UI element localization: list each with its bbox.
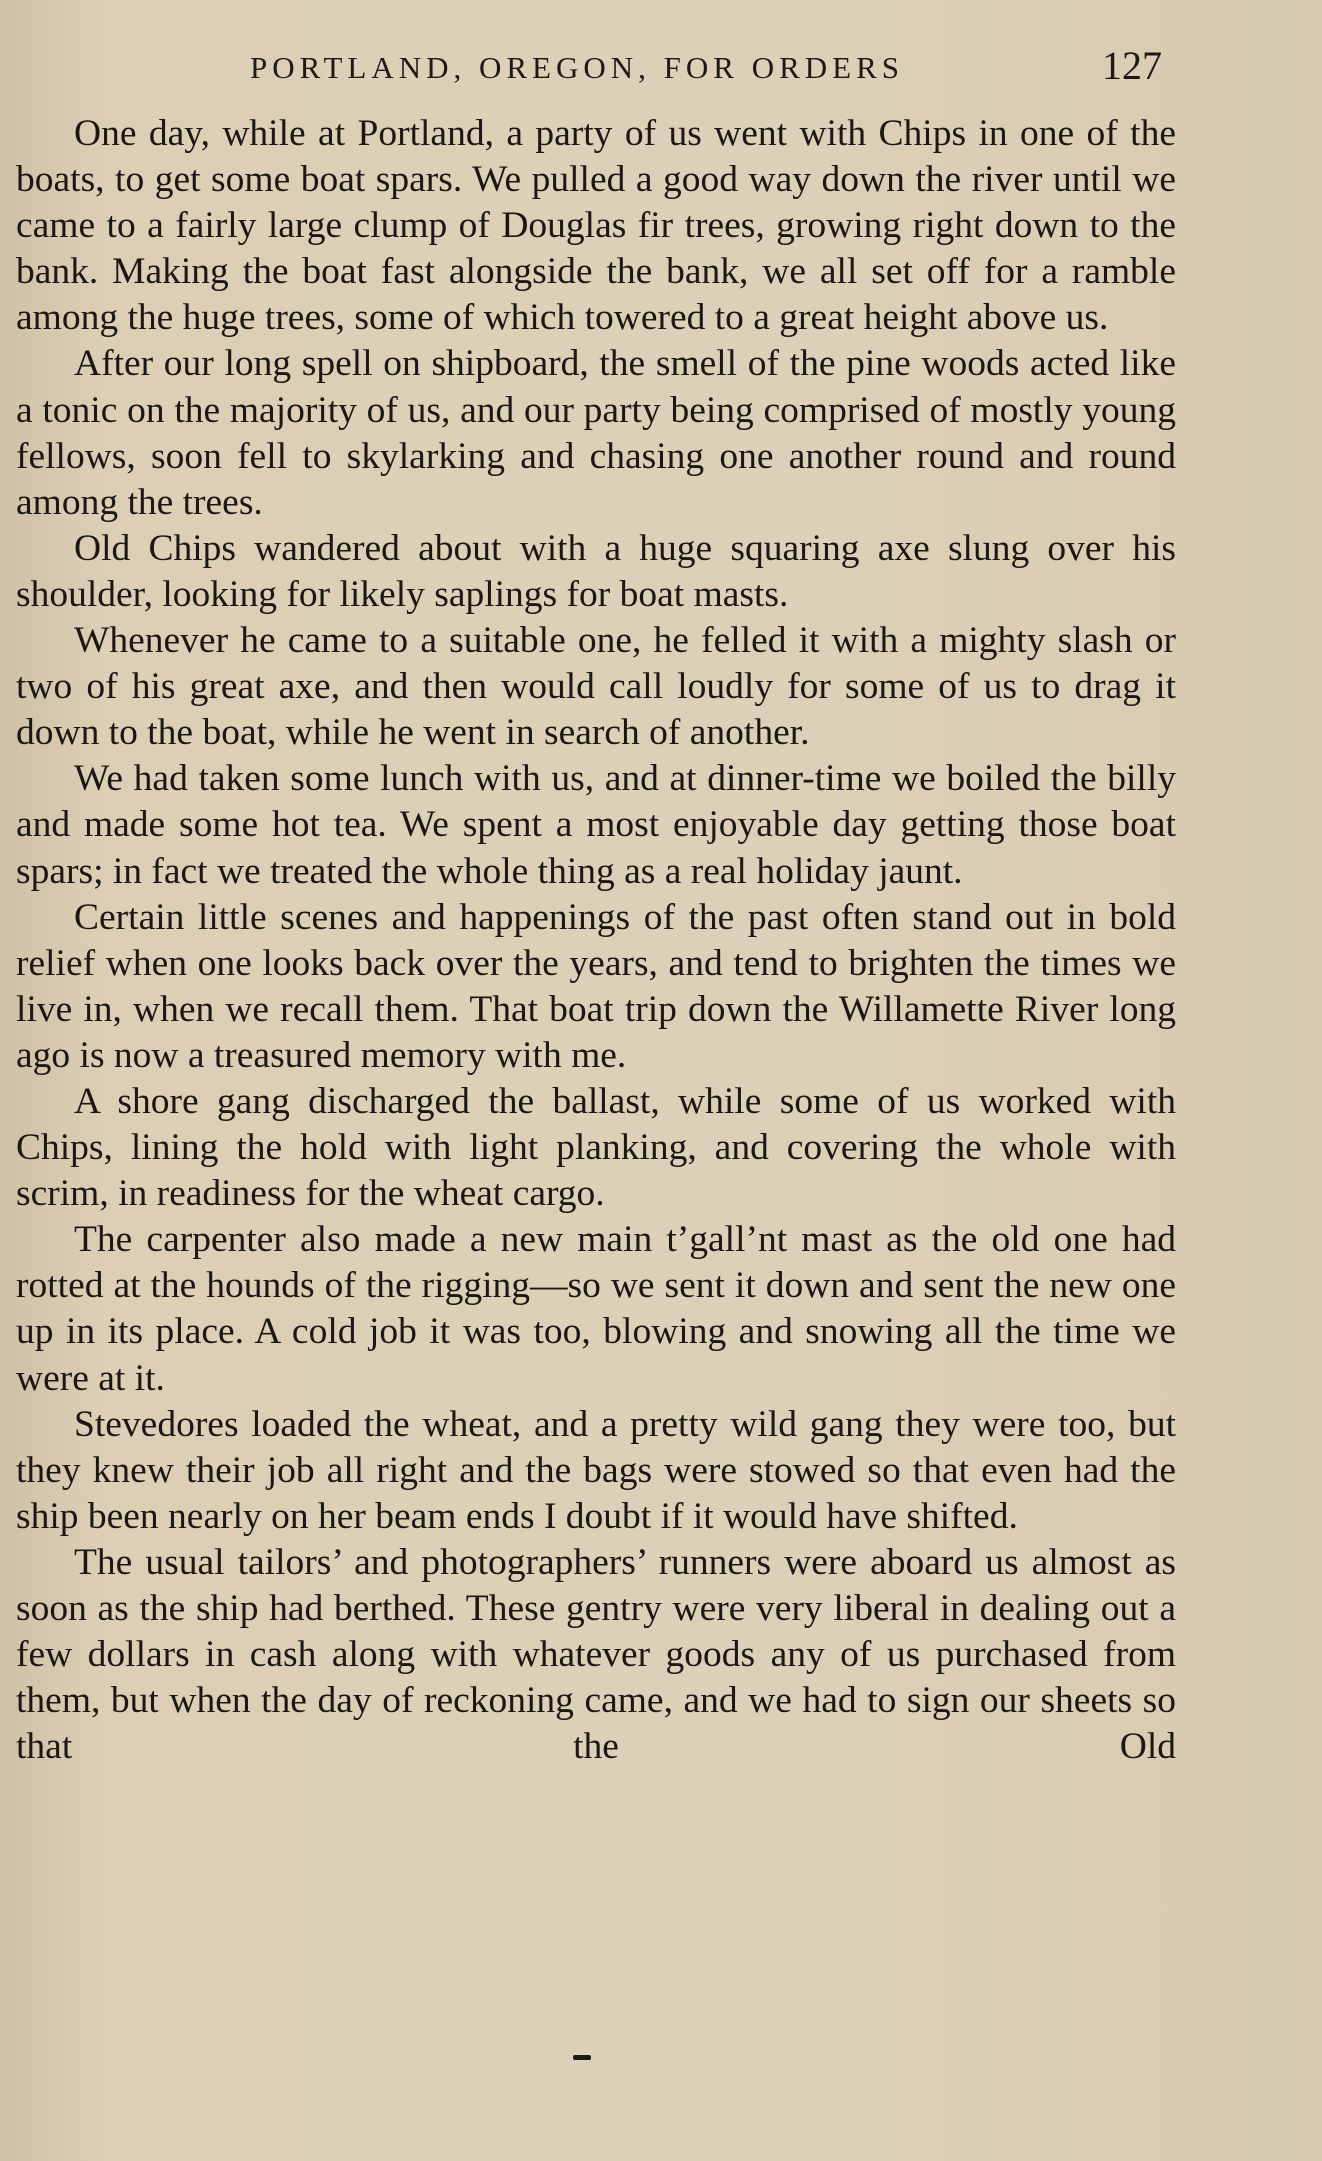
page-number: 127 [1102,43,1162,88]
paragraph: We had taken some lunch with us, and at dinner-time we boiled the billy and made some hot tea. We spent a most enjoyable day getting those boat spars; in fact we treated the whole thing as a real holiday jaunt. [16,758,1176,892]
paragraph: Whenever he came to a suitable one, he felled it with a mighty slash or two of his great axe, and then would call loudly for some of us to drag it down to the boat, while he went in search of another. [16,620,1176,754]
paragraph: The carpenter also made a new main t’gall’nt mast as the old one had rotted at the hounds of the rigging—so we sent it down and sent the new one up in its place. A cold job it was too, blowing and snowing all the time we were at it. [16,1219,1176,1399]
paragraph: A shore gang discharged the ballast, while some of us worked with Chips, lining the hold with light planking, and covering the whole with scrim, in readiness for the wheat cargo. [16,1080,1176,1215]
paragraph: Certain little scenes and happenings of the past often stand out in bold relief when one looks back over the years, and tend to brighten the times we live in, when we recall them. That boat trip down the Willamette River long ago is now a treasured memory with me. [16,896,1176,1076]
paragraph: One day, while at Portland, a party of us went with Chips in one of the boats, to get some boat spars. We pulled a good way down the river until we came to a fairly large clump of Douglas fir trees, growing right down to the bank. Making the boat fast alongside the bank, we all set off for a ramble among the huge trees, some of which towered to a great height above us. [16,113,1176,339]
body-text [16,111,1176,1770]
running-head: PORTLAND, OREGON, FOR ORDERS [250,50,904,85]
paragraph: The usual tailors’ and photographers’ runners were aboard us almost as soon as the ship had berthed. These gentry were very liberal in dealing out a few dollars in cash along with whatever goods any of us purchased from them, but when the day of reckoning came, and we had to sign our sheets so that the Old [16,1541,1176,1768]
paragraph: Stevedores loaded the wheat, and a pretty wild gang they were too, but they knew their job all right and the bags were stowed so that even had the ship been nearly on her beam ends I doubt if it would have shifted. [16,1403,1176,1537]
printer-mark [573,2055,591,2060]
paragraph: After our long spell on shipboard, the smell of the pine woods acted like a tonic on the majority of us, and our party being comprised of mostly young fellows, soon fell to skylarking and chasing one another round and round among the trees. [16,343,1176,523]
paragraph: Old Chips wandered about with a huge squaring axe slung over his shoulder, looking for likely saplings for boat masts. [16,527,1176,615]
